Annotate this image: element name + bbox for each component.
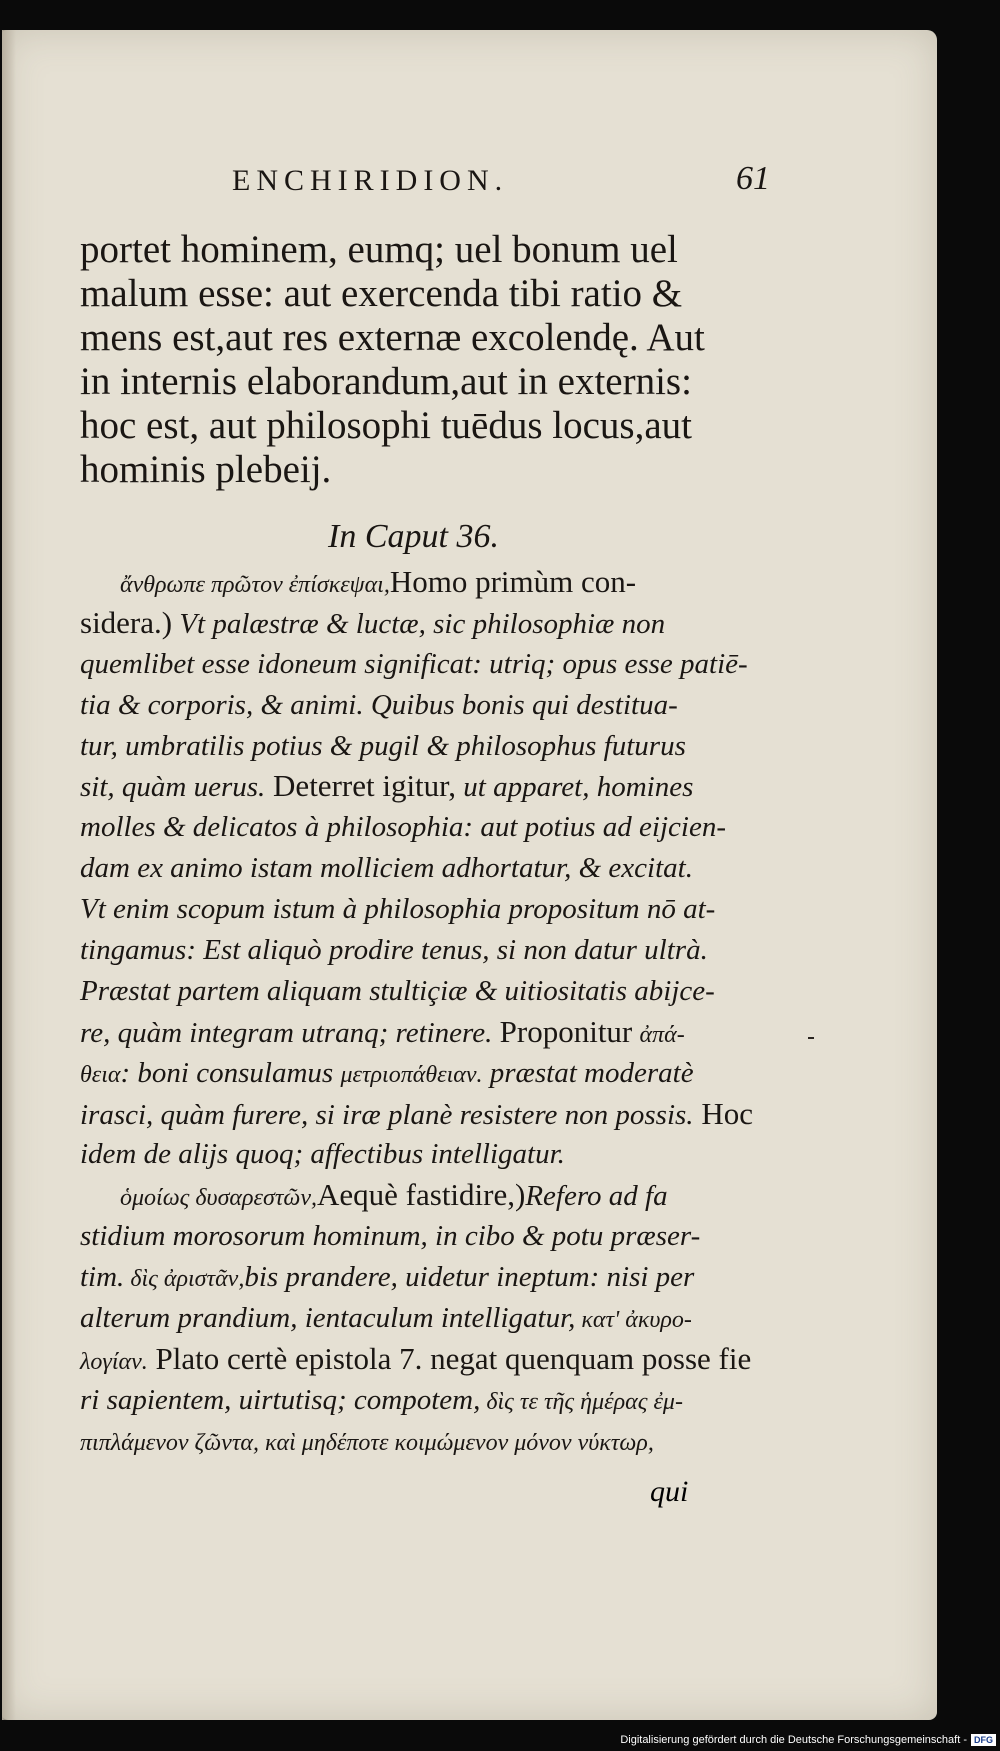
text-line: tingamus: Est aliquò prodire tenus, si non datur ultrà. — [80, 934, 708, 967]
commentary-block — [80, 562, 780, 1462]
credit-text: Digitalisierung gefördert durch die Deutsche Forschungsgemeinschaft - — [620, 1734, 967, 1746]
text-line: Præstat partem aliquam stultiçiæ & uitiositatis abijce- — [80, 974, 715, 1007]
commentary-roman: Hoc — [693, 1095, 753, 1131]
text-line — [80, 562, 780, 603]
commentary-text: ut apparet, homines — [456, 771, 694, 804]
latin-lemma: Aequè fastidire,) — [317, 1177, 526, 1213]
dfg-logo: DFG — [971, 1734, 996, 1746]
text-line: tia & corporis, & animi. Quibus bonis qui destitua- — [80, 688, 678, 721]
text-line — [80, 1012, 780, 1053]
commentary-text: ri sapientem, uirtutisq; compotem, — [80, 1383, 481, 1416]
ink-mark — [808, 1037, 814, 1039]
greek-term: λογίαν. — [80, 1348, 148, 1375]
text-line — [80, 1339, 780, 1380]
text-line — [80, 1380, 780, 1421]
section-heading: In Caput 36. — [328, 518, 499, 555]
book-page — [2, 30, 937, 1720]
text-line — [80, 1175, 780, 1216]
text-line: molles & delicatos à philosophia: aut potius ad eijcien- — [80, 811, 726, 844]
text-line — [80, 766, 780, 807]
text-line — [80, 1094, 780, 1135]
text-line: stidium morosorum hominum, in cibo & potu præser- — [80, 1220, 701, 1253]
commentary-text: Refero ad fa — [525, 1180, 668, 1213]
greek-term: ἀπά- — [639, 1021, 685, 1048]
header-title: ENCHIRIDION. — [232, 164, 509, 197]
commentary-text: alterum prandium, ientaculum intelligatur, — [80, 1302, 576, 1335]
greek-term: κατ' ἀκυρο- — [575, 1307, 692, 1334]
text-line: quemlibet esse idoneum significat: utriq; opus esse patiē- — [80, 647, 748, 680]
text-line — [80, 1257, 780, 1298]
running-header — [80, 160, 770, 204]
text-line — [80, 1421, 780, 1462]
commentary-text: sit, quàm uerus. — [80, 771, 266, 804]
text-line — [80, 603, 780, 644]
commentary-text: Vt palæstræ & luctæ, sic philosophiæ non — [172, 607, 666, 640]
catchword: qui — [650, 1475, 689, 1508]
commentary-roman: Plato certè epistola 7. negat quenquam posse fie — [147, 1340, 752, 1376]
body-paragraph-roman — [80, 228, 780, 492]
greek-lemma: ὁμοίως δυσαρεστῶν, — [120, 1185, 318, 1212]
text-line: hominis plebeij. — [80, 448, 332, 491]
text-line — [80, 1298, 780, 1339]
greek-term: μετριοπάθειαν. — [340, 1061, 483, 1088]
commentary-text: : boni consulamus — [120, 1056, 334, 1089]
page-gutter-shadow — [2, 30, 16, 1720]
greek-term: δὶς ἀριστᾶν, — [124, 1266, 245, 1293]
latin-lemma: Homo primùm con- — [389, 564, 637, 599]
text-line: idem de alijs quoq; affectibus intelligatur. — [80, 1138, 565, 1171]
digitization-credit — [620, 1733, 996, 1747]
text-line: hoc est, aut philosophi tuēdus locus,aut — [80, 404, 693, 447]
commentary-roman: Deterret igitur, — [265, 768, 457, 804]
text-line: mens est,aut res externæ excolendę. Aut — [80, 316, 705, 359]
greek-term: θεια — [80, 1061, 121, 1088]
greek-term: δὶς τε τῆς ἡμέρας ἐμ- — [480, 1388, 683, 1415]
text-line: tur, umbratilis potius & pugil & philosophus futurus — [80, 729, 686, 762]
latin-lemma: sidera.) — [80, 604, 173, 640]
commentary-text: bis prandere, uidetur ineptum: nisi per — [244, 1261, 695, 1294]
commentary-text: irasci, quàm furere, si iræ planè resistere non possis. — [80, 1098, 694, 1131]
text-line: in internis elaborandum,aut in externis: — [80, 360, 692, 403]
commentary-roman: Proponitur — [499, 1013, 633, 1049]
text-line: dam ex animo istam molliciem adhortatur, & excitat. — [80, 852, 693, 885]
text-line: portet hominem, eumq; uel bonum uel — [80, 228, 678, 271]
commentary-text: præstat moderatè — [482, 1056, 694, 1089]
page-number: 61 — [736, 160, 770, 197]
greek-lemma: ἄνθρωπε πρῶτον ἐπίσκεψαι, — [120, 572, 390, 598]
commentary-text: re, quàm integram utranq; retinere. — [80, 1016, 493, 1049]
text-line — [80, 1053, 780, 1094]
commentary-text: tim. — [80, 1261, 125, 1294]
text-line: Vt enim scopum istum à philosophia propositum nō at- — [80, 893, 716, 926]
greek-term: πιπλάμενον ζῶντα, καὶ μηδέποτε κοιμώμενον μόνον νύκτωρ, — [80, 1429, 654, 1456]
text-line: malum esse: aut exercenda tibi ratio & — [80, 272, 683, 315]
